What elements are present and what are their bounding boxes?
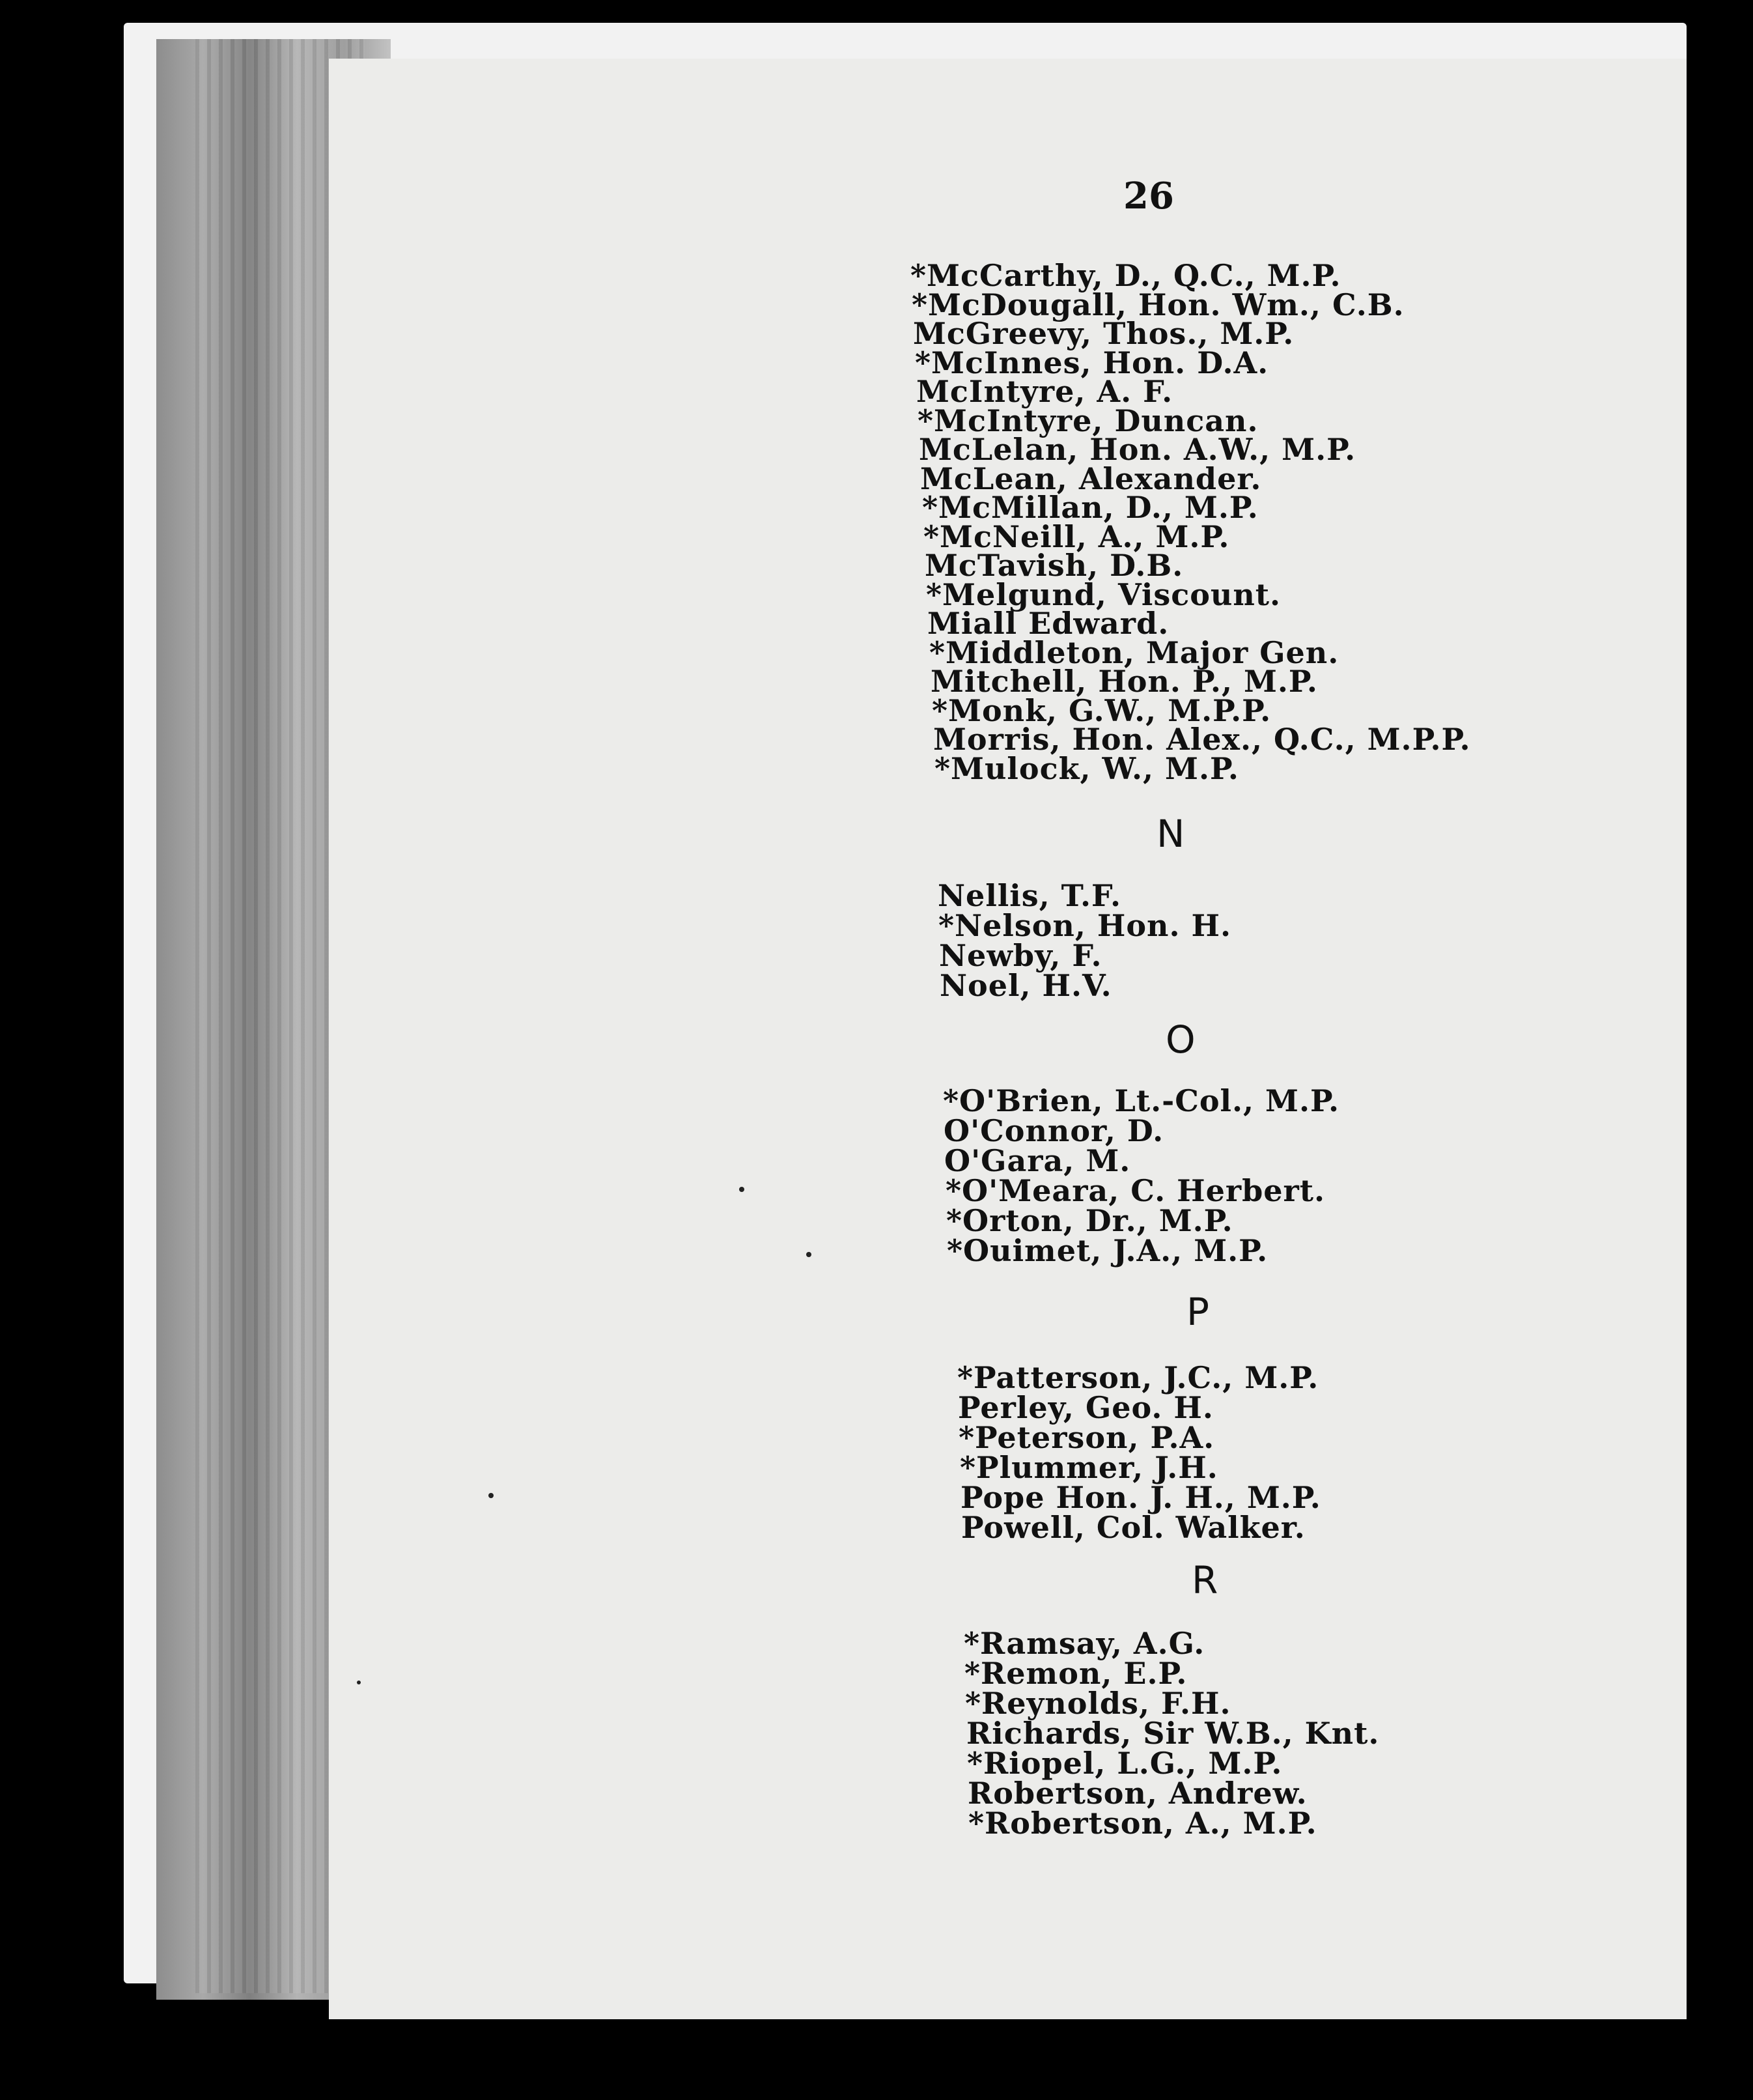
name-entry: Perley, Geo. H. bbox=[958, 1390, 1214, 1425]
section-letter: N bbox=[1157, 812, 1185, 856]
name-entry: *Plummer, J.H. bbox=[960, 1450, 1218, 1485]
page-number: 26 bbox=[1123, 175, 1174, 218]
name-entry: Miall Edward. bbox=[927, 606, 1170, 641]
name-entry: McLelan, Hon. A.W., M.P. bbox=[919, 432, 1356, 467]
name-entry: *McCarthy, D., Q.C., M.P. bbox=[910, 258, 1341, 293]
name-entry: *Ouimet, J.A., M.P. bbox=[947, 1233, 1269, 1268]
name-entry: *Riopel, L.G., M.P. bbox=[967, 1746, 1283, 1781]
name-entry: *Reynolds, F.H. bbox=[965, 1686, 1231, 1721]
name-entry: Richards, Sir W.B., Knt. bbox=[966, 1716, 1380, 1751]
name-entry: *McMillan, D., M.P. bbox=[922, 490, 1259, 525]
name-entry: *Melgund, Viscount. bbox=[926, 577, 1282, 612]
name-entry: *Robertson, A., M.P. bbox=[968, 1806, 1317, 1841]
name-entry: Nellis, T.F. bbox=[938, 878, 1122, 913]
name-entry: Powell, Col. Walker. bbox=[961, 1510, 1306, 1545]
name-entry: *McDougall, Hon. Wm., C.B. bbox=[912, 287, 1405, 322]
name-entry: Noel, H.V. bbox=[940, 968, 1112, 1003]
name-entry: *Patterson, J.C., M.P. bbox=[957, 1360, 1319, 1395]
section-letter: O bbox=[1166, 1017, 1196, 1062]
name-entry: *Peterson, P.A. bbox=[959, 1420, 1215, 1455]
name-entry: *McNeill, A., M.P. bbox=[923, 519, 1230, 554]
section-letter: R bbox=[1192, 1558, 1218, 1602]
name-entry: *Orton, Dr., M.P. bbox=[946, 1203, 1233, 1238]
name-entry: O'Gara, M. bbox=[944, 1143, 1131, 1178]
name-entry: Mitchell, Hon. P., M.P. bbox=[931, 664, 1318, 699]
name-entry: McGreevy, Thos., M.P. bbox=[913, 316, 1295, 351]
name-entry: McIntyre, A. F. bbox=[916, 374, 1173, 409]
name-entry: *Monk, G.W., M.P.P. bbox=[932, 693, 1272, 728]
print-speck bbox=[739, 1187, 744, 1192]
name-entry: Robertson, Andrew. bbox=[968, 1776, 1308, 1811]
name-entry: *O'Meara, C. Herbert. bbox=[946, 1173, 1325, 1208]
name-entry: *Nelson, Hon. H. bbox=[938, 908, 1231, 943]
section-letter: P bbox=[1186, 1290, 1209, 1334]
name-entry: O'Connor, D. bbox=[944, 1113, 1164, 1148]
name-entry: Newby, F. bbox=[939, 938, 1102, 973]
print-speck bbox=[357, 1681, 361, 1684]
name-entry: Pope Hon. J. H., M.P. bbox=[961, 1480, 1321, 1515]
print-speck bbox=[488, 1493, 494, 1498]
name-entry: *Remon, E.P. bbox=[964, 1656, 1188, 1691]
name-entry: *Mulock, W., M.P. bbox=[934, 751, 1239, 786]
name-entry: *Middleton, Major Gen. bbox=[929, 635, 1339, 670]
name-entry: Morris, Hon. Alex., Q.C., M.P.P. bbox=[933, 722, 1471, 757]
name-entry: *Ramsay, A.G. bbox=[964, 1626, 1205, 1661]
name-entry: *O'Brien, Lt.-Col., M.P. bbox=[943, 1083, 1339, 1118]
name-entry: McLean, Alexander. bbox=[920, 461, 1262, 496]
print-speck bbox=[806, 1252, 811, 1257]
name-entry: McTavish, D.B. bbox=[925, 548, 1184, 583]
name-entry: *McIntyre, Duncan. bbox=[918, 403, 1259, 438]
name-entry: *McInnes, Hon. D.A. bbox=[915, 345, 1269, 380]
